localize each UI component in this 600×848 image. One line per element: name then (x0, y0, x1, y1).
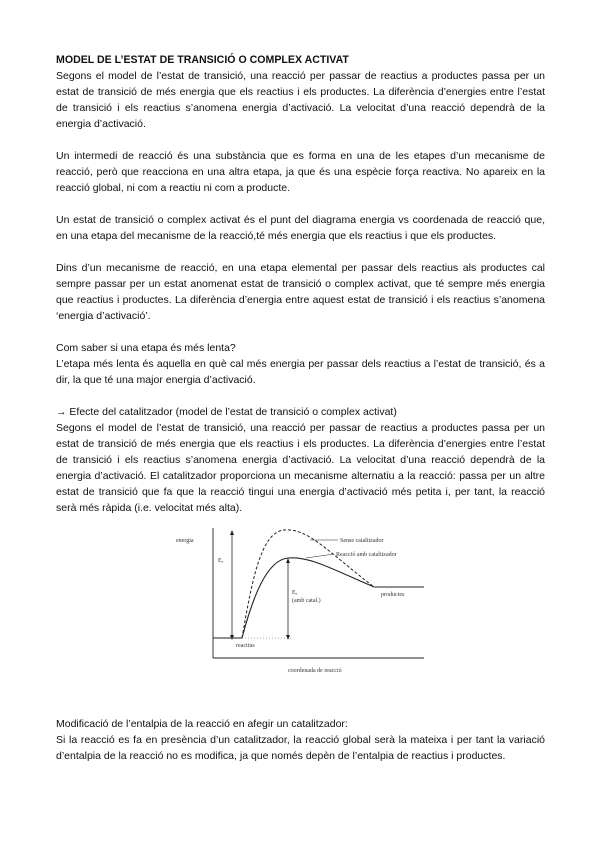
label-uncatalyzed: Sense catalitzador (340, 538, 384, 544)
callout-cat (306, 554, 334, 558)
enthalpy-heading: Modificació de l’entalpia de la reacció en afegir un catalitzador: (56, 718, 348, 730)
x-axis-label: coordenada de reacció (288, 668, 342, 674)
label-catalyzed: Reacció amb catalitzador (336, 552, 397, 558)
ea-cat-sublabel: (amb catal.) (292, 598, 321, 604)
catalyst-heading: → Efecte del catalitzador (model de l’estat de transició o complex activat) (56, 406, 397, 418)
y-axis-label: energia (176, 538, 194, 544)
enthalpy-text: Si la reacció es fa en presència d’un catalitzador, la reacció global serà la mateixa i per tant la variació d’entalpia de la reacció no es modifica, ja que només depèn de l’entalpia de reactius i productes. (56, 734, 545, 762)
energy-diagram-svg (56, 520, 545, 694)
ea-label: Eₐ (218, 558, 224, 564)
curve-uncatalyzed (242, 530, 374, 638)
reactants-label: reactius (236, 643, 255, 649)
document-page (56, 54, 545, 764)
catalyst-text: Segons el model de l’estat de transició, una reacció per passar de reactius a productes passa per un estat de transició de més energia que els reactius i els productes. La diferència d’energies entre l’estat de transició i els reactius s’anomena energia d’activació. La velocitat d’una reacció dependrà de la energia d’activació. El catalitzador proporciona un mecanisme alternatiu a la reacció: passa per un altre estat de transició que fa que la reacció tingui una energia d’activació més petita i, per tant, la reacció serà més ràpida (i.e. velocitat més alta). (56, 422, 545, 514)
paragraph-activated-complex: Un estat de transició o complex activat és el punt del diagrama energia vs coordenada de reacció que, en una etapa del mecanisme de la reacció,té més energia que els reactius i que els productes. (56, 214, 545, 242)
document-title: MODEL DE L’ESTAT DE TRANSICIÓ O COMPLEX ACTIVAT (56, 54, 349, 66)
paragraph-mechanism: Dins d’un mecanisme de reacció, en una etapa elemental per passar dels reactius als productes cal sempre passar per un estat anomenat estat de transició o complex activat, que té sempre més energia que reactius i productes. La diferència d’energia entre aquest estat de transició i els reactius s’anomena ‘energia d’activació’. (56, 262, 545, 322)
ea-cat-arrow-head-top (286, 558, 290, 563)
ea-cat-label: Eₐ (292, 590, 298, 596)
slow-step-text: L’etapa més lenta és aquella en què cal més energia per passar dels reactius a l’estat de transició, és a dir, la que té una major energia d’activació. (56, 358, 545, 386)
paragraph-reaction-intermediate: Un intermedi de reacció és una substància que es forma en una de les etapes d’un mecanisme de reacció, però que reacciona en una altra etapa, ja que és una espècie força reactiva. No apareix en la reacció global, ni com a reactiu ni com a producte. (56, 150, 545, 194)
ea-arrow-head-top (230, 530, 234, 535)
energy-diagram (56, 520, 545, 694)
paragraph-transition-state-model: Segons el model de l’estat de transició, una reacció per passar de reactius a productes passa per un estat de transició de més energia que els reactius i els productes. La diferència d’energies entre l’estat de transició i els reactius s’anomena energia d’activació. La velocitat d’una reacció dependrà de la energia d’activació. (56, 70, 545, 130)
products-label: productes (381, 592, 405, 598)
slow-step-heading: Com saber si una etapa és més lenta? (56, 342, 236, 354)
ea-cat-arrow-head-bottom (286, 635, 290, 640)
